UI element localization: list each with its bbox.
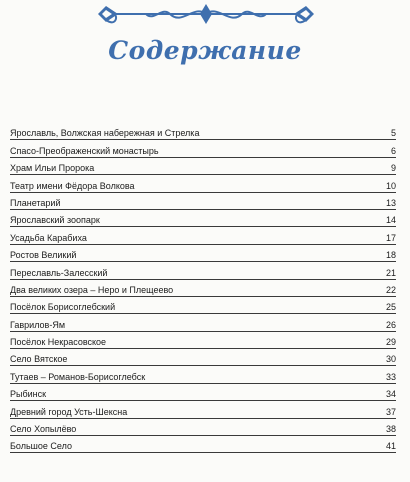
toc-row bbox=[10, 349, 396, 366]
toc-page-number: 25 bbox=[385, 302, 396, 313]
toc-row bbox=[10, 140, 396, 157]
toc-entry-title: Храм Ильи Пророка bbox=[10, 163, 95, 174]
toc-page-number: 17 bbox=[385, 232, 396, 243]
toc-page-number: 13 bbox=[385, 197, 396, 208]
toc-page-number: 37 bbox=[385, 406, 396, 417]
toc-entry-title: Село Вятское bbox=[10, 354, 68, 365]
toc-entry-title: Усадьба Карабиха bbox=[10, 232, 87, 243]
toc-row bbox=[10, 245, 396, 262]
toc-entry-title: Ростов Великий bbox=[10, 250, 77, 261]
toc-row bbox=[10, 436, 396, 453]
toc-row bbox=[10, 419, 396, 436]
toc-page-number: 21 bbox=[385, 267, 396, 278]
toc-page-number: 41 bbox=[385, 441, 396, 452]
toc-entry-title: Село Хопылёво bbox=[10, 424, 77, 435]
toc-page-number: 9 bbox=[390, 163, 396, 174]
toc-row bbox=[10, 262, 396, 279]
toc-row bbox=[10, 227, 396, 244]
toc-row bbox=[10, 314, 396, 331]
toc-row bbox=[10, 175, 396, 192]
toc-entry-title: Рыбинск bbox=[10, 389, 47, 400]
toc-page-number: 33 bbox=[385, 371, 396, 382]
toc-row bbox=[10, 210, 396, 227]
toc-entry-title: Планетарий bbox=[10, 197, 61, 208]
toc-entry-title: Театр имени Фёдора Волкова bbox=[10, 180, 135, 191]
toc-entry-title: Большое Село bbox=[10, 441, 72, 452]
toc-entry-title: Ярославский зоопарк bbox=[10, 215, 100, 226]
toc-row bbox=[10, 401, 396, 418]
toc-entry-title: Гаврилов-Ям bbox=[10, 319, 66, 330]
toc-entry-title: Переславль-Залесский bbox=[10, 267, 108, 278]
scroll-flourish-icon bbox=[96, 0, 316, 34]
toc-row bbox=[10, 332, 396, 349]
toc-row bbox=[10, 366, 396, 383]
toc-entry-title: Посёлок Борисоглебский bbox=[10, 302, 116, 313]
toc-page-number: 18 bbox=[385, 250, 396, 261]
toc-entry-title: Древний город Усть-Шексна bbox=[10, 406, 128, 417]
toc-row bbox=[10, 123, 396, 140]
toc-page-number: 10 bbox=[385, 180, 396, 191]
toc-page-number: 22 bbox=[385, 284, 396, 295]
table-of-contents bbox=[10, 123, 396, 453]
toc-row bbox=[10, 158, 396, 175]
toc-page-number: 34 bbox=[385, 389, 396, 400]
page-title: Содержание bbox=[108, 36, 302, 65]
toc-row bbox=[10, 384, 396, 401]
toc-page-number: 30 bbox=[385, 354, 396, 365]
toc-row bbox=[10, 297, 396, 314]
toc-page-number: 6 bbox=[390, 145, 396, 156]
toc-entry-title: Тутаев – Романов-Борисоглебск bbox=[10, 371, 146, 382]
toc-page-number: 5 bbox=[390, 128, 396, 139]
toc-row bbox=[10, 280, 396, 297]
toc-row bbox=[10, 193, 396, 210]
toc-entry-title: Два великих озера – Неро и Плещеево bbox=[10, 284, 174, 295]
toc-page-number: 38 bbox=[385, 424, 396, 435]
toc-page-number: 29 bbox=[385, 337, 396, 348]
toc-page-number: 14 bbox=[385, 215, 396, 226]
toc-entry-title: Посёлок Некрасовское bbox=[10, 337, 107, 348]
toc-entry-title: Ярославль, Волжская набережная и Стрелка bbox=[10, 128, 200, 139]
toc-page-number: 26 bbox=[385, 319, 396, 330]
toc-entry-title: Спасо-Преображенский монастырь bbox=[10, 145, 159, 156]
